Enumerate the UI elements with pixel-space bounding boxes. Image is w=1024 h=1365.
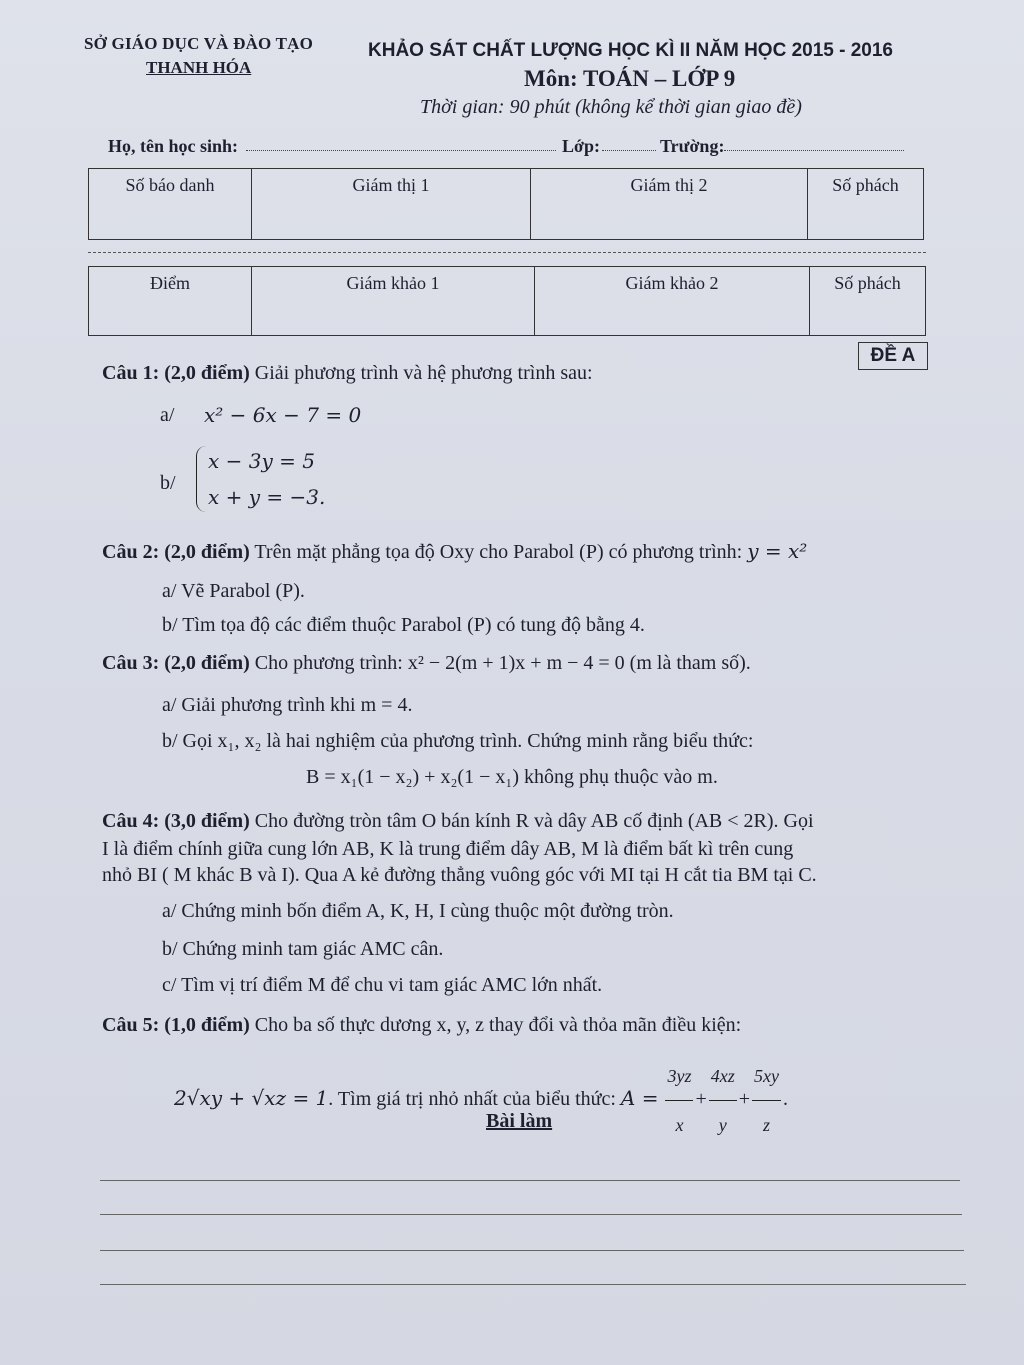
grader-1-cell: Giám khảo 1: [252, 267, 535, 336]
exam-code-box: ĐỀ A: [858, 342, 928, 370]
fraction-3: $\frac{5xy}{z}$: [752, 1052, 781, 1149]
q3-a: a/ Giải phương trình khi m = 4.: [162, 694, 413, 716]
q1-a-equation: x² − 6x − 7 = 0: [204, 403, 362, 427]
q3-b: b/ Gọi x₁, x₂ là hai nghiệm của phương trình. Chứng minh rằng biểu thức:: [162, 730, 754, 752]
proctor-2-cell: Giám thị 2: [531, 169, 808, 240]
candidate-number-cell: Số báo danh: [89, 169, 252, 240]
time-line: Thời gian: 90 phút (không kể thời gian giao đề): [420, 96, 802, 118]
question-1-text: Giải phương trình và hệ phương trình sau:: [249, 362, 593, 384]
fraction-2: $\frac{4xz}{y}$: [709, 1052, 737, 1149]
q1-b-equation-2: x + y = −3.: [208, 485, 326, 509]
question-2: [102, 538, 807, 565]
answer-title: Bài làm: [486, 1110, 553, 1132]
q1-a-label: a/: [160, 404, 175, 426]
question-1-heading: Câu 1: (2,0 điểm): [102, 362, 250, 384]
answer-line[interactable]: [100, 1284, 966, 1285]
question-4-heading: Câu 4: (3,0 điểm): [102, 810, 250, 832]
q1-b-equation-1: x − 3y = 5: [208, 449, 315, 473]
q2-b: b/ Tìm tọa độ các điểm thuộc Parabol (P) có tung độ bằng 4.: [162, 614, 645, 636]
q4-c: c/ Tìm vị trí điểm M để chu vi tam giác AMC lớn nhất.: [162, 974, 603, 996]
school-label: Trường:: [660, 136, 725, 156]
answer-line[interactable]: [100, 1180, 960, 1181]
question-5-heading: Câu 5: (1,0 điểm): [102, 1014, 250, 1036]
province-name: THANH HÓA: [146, 58, 252, 77]
question-1: [102, 360, 593, 386]
q5-condition: 2√xy + √xz = 1: [174, 1086, 329, 1111]
question-4-line-1: Cho đường tròn tâm O bán kính R và dây AB cố định (AB < 2R). Gọi: [249, 810, 814, 832]
q2-a: a/ Vẽ Parabol (P).: [162, 580, 305, 602]
question-4-line-3: nhỏ BI ( M khác B và I). Qua A kẻ đường thẳng vuông góc với MI tại H cắt tia BM tại C.: [102, 864, 817, 886]
question-5: [102, 1012, 741, 1038]
fraction-1: $\frac{3yz}{x}$: [665, 1052, 693, 1149]
code-number-cell-2: Số phách: [810, 267, 926, 336]
q3-expression: B = x₁(1 − x₂) + x₂(1 − x₁) không phụ thuộc vào m.: [306, 766, 718, 788]
name-dotted-line[interactable]: [246, 150, 556, 151]
q4-a: a/ Chứng minh bốn điểm A, K, H, I cùng thuộc một đường tròn.: [162, 900, 674, 922]
question-3-heading: Câu 3: (2,0 điểm): [102, 652, 250, 674]
q5-ask: . Tìm giá trị nhỏ nhất của biểu thức:: [328, 1088, 621, 1111]
answer-line[interactable]: [100, 1250, 964, 1251]
code-number-cell: Số phách: [808, 169, 924, 240]
q5-A-label: A =: [620, 1086, 659, 1111]
cut-line: [88, 252, 926, 253]
q1-b-label: b/: [160, 472, 176, 494]
q5-condition-line: 2√xy + √xz = 1. Tìm giá trị nhỏ nhất của biểu thức: A = $\frac{3yz}{x}$ + $\frac{4xz}{y}$ + $\frac{5xy}{z}$ .: [174, 1052, 788, 1149]
question-2-heading: Câu 2: (2,0 điểm): [102, 541, 250, 563]
school-dotted-line[interactable]: [724, 150, 904, 151]
score-cell: Điểm: [89, 267, 252, 336]
class-dotted-line[interactable]: [602, 150, 656, 151]
grader-table: [88, 266, 926, 336]
exam-title: KHẢO SÁT CHẤT LƯỢNG HỌC KÌ II NĂM HỌC 2015 - 2016: [368, 40, 893, 61]
class-label: Lớp:: [562, 136, 600, 156]
subject-line: Môn: TOÁN – LỚP 9: [524, 66, 736, 91]
answer-line[interactable]: [100, 1214, 962, 1215]
proctor-table: [88, 168, 924, 240]
question-2-text: Trên mặt phẳng tọa độ Oxy cho Parabol (P) có phương trình:: [249, 541, 748, 563]
name-label: Họ, tên học sinh:: [108, 136, 239, 156]
question-5-text: Cho ba số thực dương x, y, z thay đổi và thỏa mãn điều kiện:: [249, 1014, 742, 1036]
department-name: SỞ GIÁO DỤC VÀ ĐÀO TẠO: [84, 34, 314, 53]
question-4-line-2: I là điểm chính giữa cung lớn AB, K là trung điểm dây AB, M là điểm bất kì trên cung: [102, 838, 794, 860]
parabola-equation: y = x²: [747, 539, 808, 563]
question-3: [102, 650, 751, 676]
question-3-text: Cho phương trình: x² − 2(m + 1)x + m − 4 = 0 (m là tham số).: [249, 652, 751, 674]
q4-b: b/ Chứng minh tam giác AMC cân.: [162, 938, 444, 960]
grader-2-cell: Giám khảo 2: [535, 267, 810, 336]
question-4: [102, 808, 814, 834]
proctor-1-cell: Giám thị 1: [252, 169, 531, 240]
